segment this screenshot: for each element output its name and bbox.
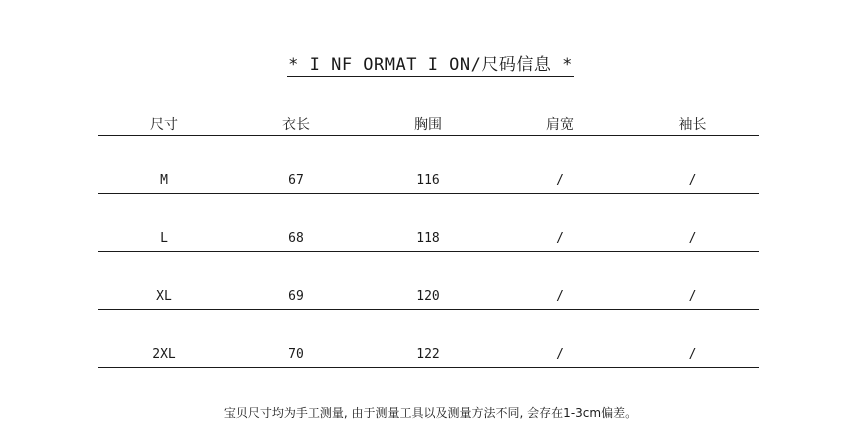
cell-size: M (160, 173, 168, 188)
page-title (0, 54, 861, 76)
table-row (98, 136, 759, 194)
title-text: * I NF ORMAT I ON/尺码信息 * (288, 55, 573, 75)
table-row (98, 194, 759, 252)
cell-shoulder: / (556, 231, 564, 246)
cell-size: L (160, 231, 168, 246)
cell-sleeve: / (688, 173, 697, 188)
size-table (98, 112, 759, 368)
cell-length: 68 (288, 231, 304, 246)
header-chest: 胸围 (414, 117, 442, 133)
table-header-row (98, 112, 759, 136)
cell-shoulder: / (556, 173, 564, 188)
cell-chest: 118 (416, 231, 440, 246)
cell-chest: 122 (416, 347, 440, 362)
cell-shoulder: / (556, 347, 564, 362)
cell-length: 70 (288, 347, 304, 362)
cell-shoulder: / (556, 289, 564, 304)
cell-sleeve: / (688, 231, 697, 246)
cell-size: XL (156, 289, 172, 304)
cell-size: 2XL (152, 347, 176, 362)
cell-chest: 120 (416, 289, 440, 304)
cell-chest: 116 (416, 173, 440, 188)
cell-length: 69 (288, 289, 304, 304)
header-length: 衣长 (282, 117, 310, 133)
cell-sleeve: / (688, 347, 697, 362)
cell-sleeve: / (688, 289, 697, 304)
cell-length: 67 (288, 173, 304, 188)
measurement-note: 宝贝尺寸均为手工测量, 由于测量工具以及测量方法不同, 会存在1-3cm偏差。 (223, 406, 638, 420)
table-row (98, 310, 759, 368)
header-size: 尺寸 (150, 117, 178, 133)
table-row (98, 252, 759, 310)
header-shoulder: 肩宽 (546, 117, 574, 133)
header-sleeve: 袖长 (678, 117, 707, 133)
